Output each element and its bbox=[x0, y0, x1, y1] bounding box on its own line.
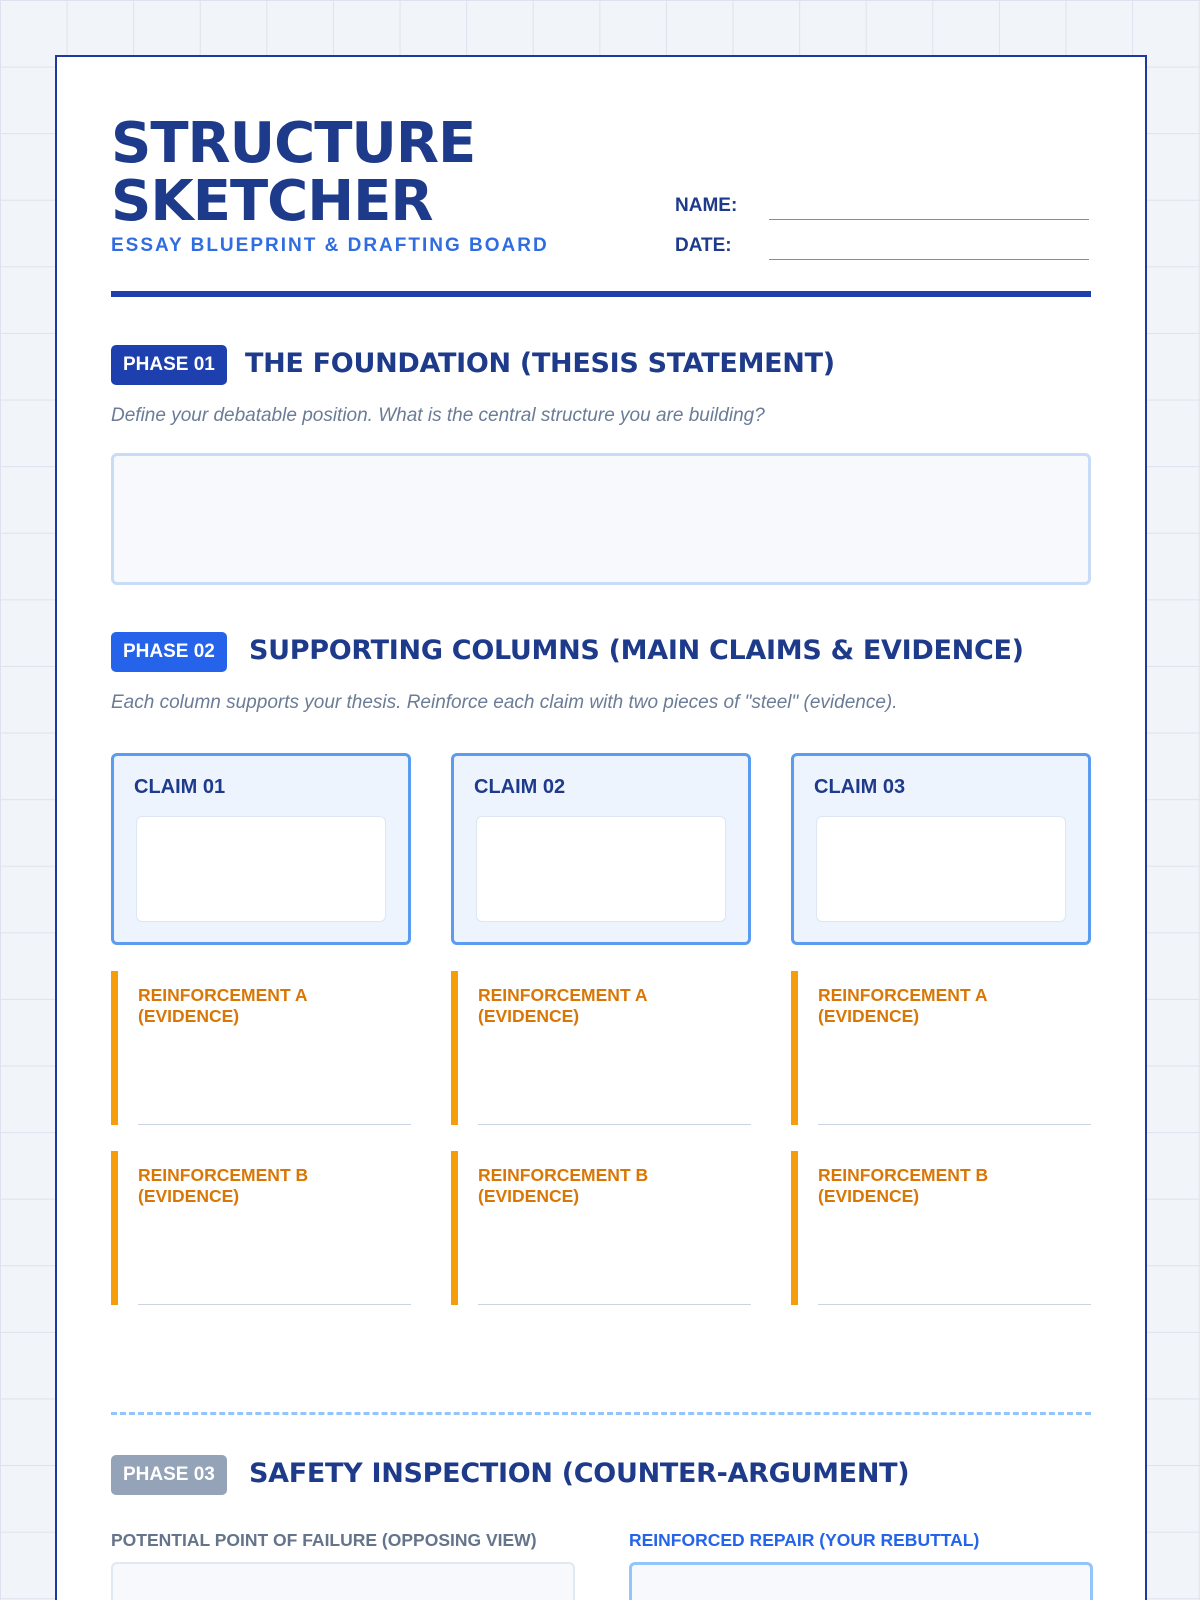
thesis-input-box[interactable] bbox=[111, 453, 1091, 585]
phase-01-badge: PHASE 01 bbox=[111, 345, 227, 385]
worksheet-sheet bbox=[55, 55, 1147, 1600]
reinforcement-b-line bbox=[818, 1304, 1091, 1305]
date-label: DATE: bbox=[675, 235, 732, 256]
reinforcement-a-field[interactable] bbox=[451, 971, 751, 1125]
phase-02-badge: PHASE 02 bbox=[111, 632, 227, 672]
phase-02-instruction: Each column supports your thesis. Reinforce each claim with two pieces of "steel" (evidence). bbox=[111, 692, 898, 713]
reinforcement-a-line bbox=[478, 1124, 751, 1125]
reinforcement-b-line bbox=[478, 1304, 751, 1305]
reinforcement-b-label: REINFORCEMENT B (EVIDENCE) bbox=[478, 1165, 649, 1206]
reinforcement-b-field[interactable] bbox=[451, 1151, 751, 1305]
worksheet-title bbox=[111, 111, 671, 234]
header-divider bbox=[111, 291, 1091, 297]
opposing-view-label: POTENTIAL POINT OF FAILURE (OPPOSING VIEW) bbox=[111, 1530, 537, 1550]
claim-card bbox=[111, 753, 411, 945]
date-field-row bbox=[675, 235, 1095, 265]
claim-input-box[interactable] bbox=[816, 816, 1066, 922]
reinforcement-a-label: REINFORCEMENT A (EVIDENCE) bbox=[818, 985, 987, 1026]
reinforcement-b-label: REINFORCEMENT B (EVIDENCE) bbox=[138, 1165, 309, 1206]
reinforcement-a-label: REINFORCEMENT A (EVIDENCE) bbox=[478, 985, 647, 1026]
name-field-row bbox=[675, 195, 1095, 225]
name-label: NAME: bbox=[675, 195, 738, 216]
phase-03-badge: PHASE 03 bbox=[111, 1455, 227, 1495]
reinforcement-b-field[interactable] bbox=[791, 1151, 1091, 1305]
reinforcement-a-line bbox=[818, 1124, 1091, 1125]
phase-01-title: THE FOUNDATION (THESIS STATEMENT) bbox=[245, 348, 835, 379]
date-input-line[interactable] bbox=[769, 259, 1089, 260]
opposing-view-input-box[interactable] bbox=[111, 1562, 575, 1600]
phase-02-title: SUPPORTING COLUMNS (MAIN CLAIMS & EVIDENCE) bbox=[249, 635, 1024, 666]
phase-01-instruction: Define your debatable position. What is the central structure you are building? bbox=[111, 405, 765, 426]
phase-03-heading bbox=[111, 1455, 1091, 1495]
rebuttal-input-box[interactable] bbox=[629, 1562, 1093, 1600]
claim-card bbox=[791, 753, 1091, 945]
claim-card bbox=[451, 753, 751, 945]
reinforcement-a-field[interactable] bbox=[111, 971, 411, 1125]
title-line-2: SKETCHER bbox=[111, 169, 433, 234]
reinforcement-a-field[interactable] bbox=[791, 971, 1091, 1125]
reinforcement-b-label: REINFORCEMENT B (EVIDENCE) bbox=[818, 1165, 989, 1206]
claim-label: CLAIM 03 bbox=[814, 776, 906, 798]
claim-label: CLAIM 01 bbox=[134, 776, 226, 798]
reinforcement-b-line bbox=[138, 1304, 411, 1305]
rebuttal-label: REINFORCED REPAIR (YOUR REBUTTAL) bbox=[629, 1530, 980, 1550]
title-line-1: STRUCTURE bbox=[111, 111, 476, 176]
worksheet-subtitle: ESSAY BLUEPRINT & DRAFTING BOARD bbox=[111, 235, 549, 256]
phase-02-heading bbox=[111, 632, 1091, 672]
reinforcement-b-field[interactable] bbox=[111, 1151, 411, 1305]
reinforcement-a-line bbox=[138, 1124, 411, 1125]
claim-input-box[interactable] bbox=[136, 816, 386, 922]
phase-03-title: SAFETY INSPECTION (COUNTER-ARGUMENT) bbox=[249, 1458, 910, 1489]
reinforcement-a-label: REINFORCEMENT A (EVIDENCE) bbox=[138, 985, 307, 1026]
worksheet-header bbox=[111, 111, 1091, 295]
name-input-line[interactable] bbox=[769, 219, 1089, 220]
claim-label: CLAIM 02 bbox=[474, 776, 566, 798]
section-divider-dashed bbox=[111, 1412, 1091, 1415]
claim-input-box[interactable] bbox=[476, 816, 726, 922]
phase-01-heading bbox=[111, 345, 1091, 385]
